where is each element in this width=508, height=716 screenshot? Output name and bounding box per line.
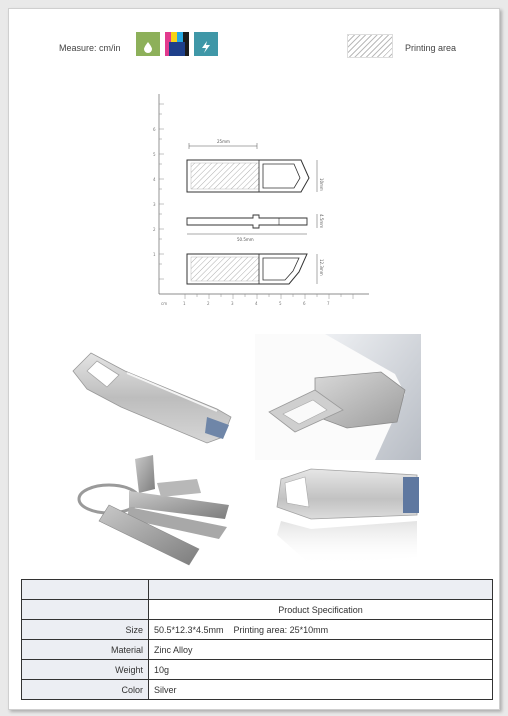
dim-length-label: 50.5mm: [237, 237, 254, 242]
hruler-num: 2: [207, 301, 210, 306]
vruler-num: 6: [153, 127, 156, 132]
laser-engraving-icon: [194, 32, 218, 56]
hruler-num: 4: [255, 301, 258, 306]
hruler-num: 3: [231, 301, 234, 306]
dim-thickness-label: 4.5mm: [319, 214, 324, 229]
spec-value: Zinc Alloy: [149, 640, 493, 660]
vruler-num: 3: [153, 202, 156, 207]
spec-header-band: [22, 580, 493, 600]
spec-value: 50.5*12.3*4.5mm Printing area: 25*10mm: [149, 620, 493, 640]
print-method-icons: [136, 32, 218, 56]
hruler-num: 6: [303, 301, 306, 306]
vruler-num: 2: [153, 227, 156, 232]
spec-title: Product Specification: [149, 600, 493, 620]
spec-label: Material: [22, 640, 149, 660]
product-photo-in-laptop: [255, 334, 421, 460]
spec-row-material: [22, 640, 493, 660]
spec-value: Silver: [149, 680, 493, 700]
dim-width-label: 25mm: [217, 139, 230, 144]
product-photo-reflection: [267, 461, 435, 573]
measure-label: Measure: cm/in: [59, 43, 121, 53]
vruler-num: 1: [153, 252, 156, 257]
dim-height-label: 10mm: [319, 178, 324, 191]
spec-title-row: [22, 600, 493, 620]
technical-drawing: [139, 94, 374, 314]
ruler-unit-label: cm: [161, 301, 168, 306]
hruler-num: 7: [327, 301, 330, 306]
spec-label: Weight: [22, 660, 149, 680]
product-photo-angle: [67, 345, 237, 455]
spec-value: 10g: [149, 660, 493, 680]
printing-area-swatch: [347, 34, 393, 58]
hruler-num: 1: [183, 301, 186, 306]
hruler-num: 5: [279, 301, 282, 306]
vruler-num: 5: [153, 152, 156, 157]
spec-row-size: [22, 620, 493, 640]
spec-row-weight: [22, 660, 493, 680]
spec-row-color: [22, 680, 493, 700]
vruler-num: 4: [153, 177, 156, 182]
spec-label: Color: [22, 680, 149, 700]
product-photo-with-keys: [69, 449, 247, 577]
dim-depth-label: 12.3mm: [319, 259, 324, 276]
spec-sheet-page: [8, 8, 500, 710]
spec-table: [21, 579, 493, 700]
spec-label: Size: [22, 620, 149, 640]
printing-area-label: Printing area: [405, 43, 457, 53]
cmyk-print-icon: [165, 32, 189, 56]
silkscreen-print-icon: [136, 32, 160, 56]
